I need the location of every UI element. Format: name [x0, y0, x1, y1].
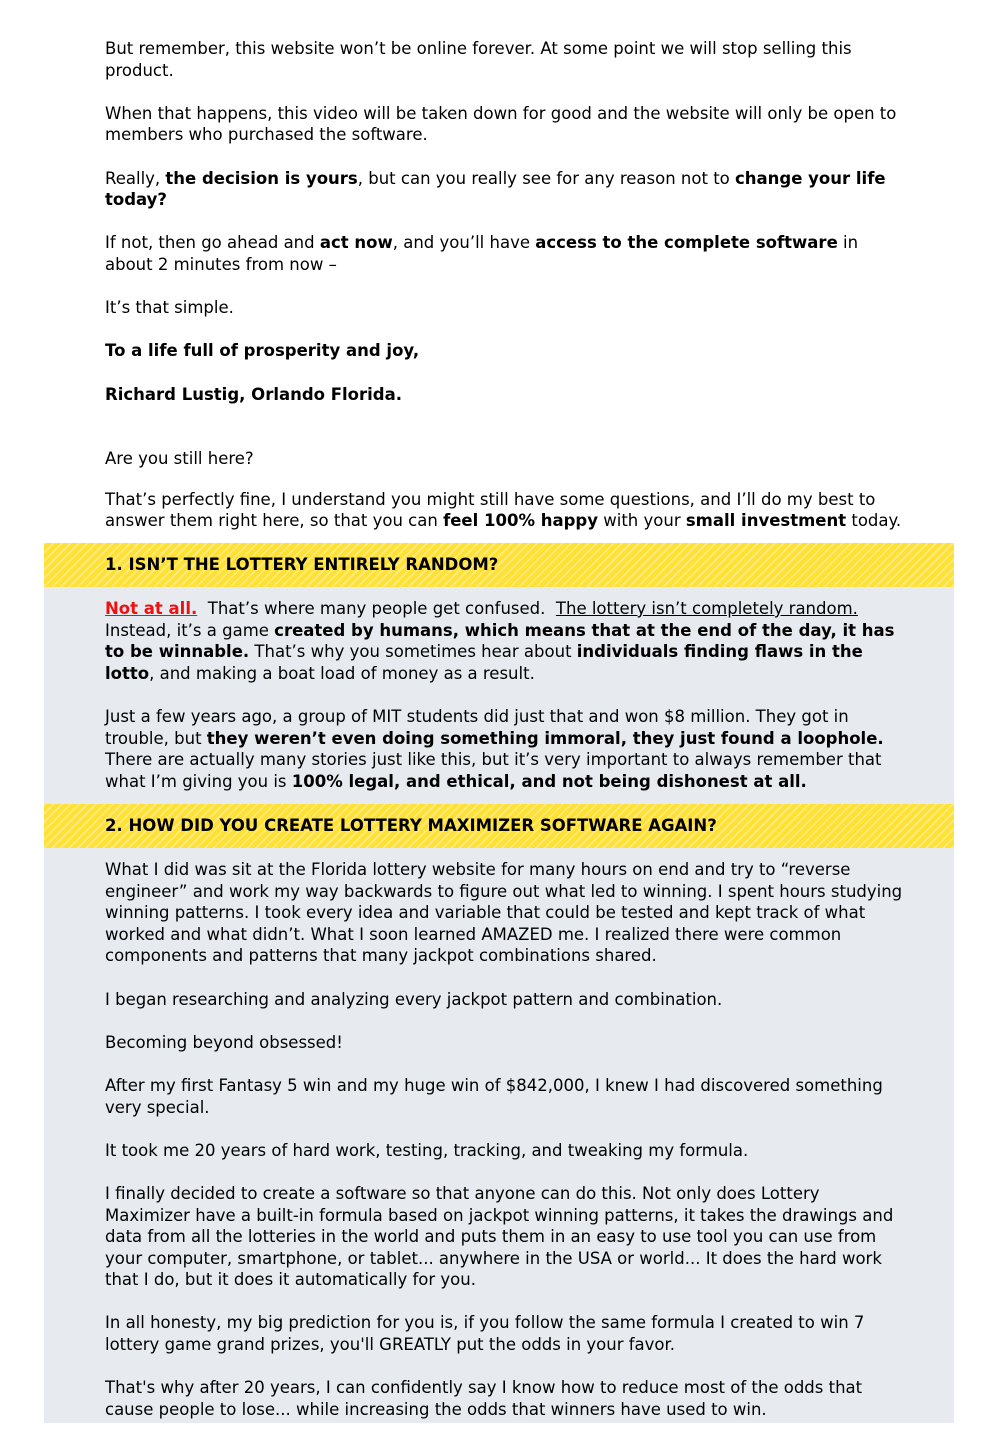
bold-text: 100% legal, and ethical, and not being dishonest at all. — [291, 771, 807, 791]
text-run: There are actually many stories just like this, but it’s very important to always remember that what I’m giving you is — [105, 750, 882, 791]
paragraph-video-taken-down: When that happens, this video will be taken down for good and the website will only be open to members who purchased the software. — [105, 103, 897, 145]
text-run: That’s perfectly fine, I understand you might still have some questions, and I’ll do my best to answer them right here, so that you can — [105, 489, 876, 531]
text-run: , but can you really see for any reason not to — [357, 168, 736, 188]
bold-text: created by humans, which means that at the end of the day, it has to be winnable. — [105, 620, 895, 662]
paragraph-decision — [105, 168, 905, 211]
text-run: today. — [846, 511, 902, 531]
faq-question-1: 1. ISN’T THE LOTTERY ENTIRELY RANDOM? — [105, 555, 499, 574]
bold-text: feel 100% happy — [443, 511, 598, 531]
faq-answer-2-paragraph: Becoming beyond obsessed! — [105, 1032, 343, 1052]
bold-text: access to the complete software — [535, 233, 838, 253]
paragraph-website-not-forever: But remember, this website won’t be online forever. At some point we will stop selling this product. — [105, 39, 852, 80]
faq-answer-1 — [44, 587, 954, 804]
faq-answer-2-paragraph: It took me 20 years of hard work, testing, tracking, and tweaking my formula. — [105, 1140, 749, 1160]
text-run: Really, — [105, 168, 166, 188]
faq-answer-1-paragraph-1 — [105, 598, 905, 684]
text-run: Just a few years ago, a group of MIT students did just that and won $8 million. They got in trouble, but — [105, 706, 849, 748]
spacer — [105, 427, 905, 449]
faq-answer-2-paragraph: I began researching and analyzing every jackpot pattern and combination. — [105, 989, 723, 1009]
bold-text: small investment — [685, 511, 847, 531]
answer-highlight: Not at all. — [105, 599, 198, 618]
text-run: Instead, it’s a game — [105, 620, 275, 640]
text-run: with your — [598, 511, 686, 531]
faq-answer-2-paragraph: In all honesty, my big prediction for you is, if you follow the same formula I created to win 7 lottery game grand prizes, you'll GREATLY put the odds in your favor. — [105, 1313, 865, 1355]
bold-text: Richard Lustig, Orlando Florida. — [105, 384, 403, 404]
bold-text: change your life today? — [105, 168, 886, 210]
faq-answer-2-paragraph: I finally decided to create a software so that anyone can do this. Not only does Lottery Maximizer have a built-in formula based on jackpot winning patterns, it takes the drawings and data from all the lotteries in the world and puts them in an easy to use tool you can use from your computer, smartphone, or tablet... anywhere in the USA or world... It does the hard work that I do, but it does it automatically for you. — [105, 1183, 894, 1290]
bold-text: To a life full of prosperity and joy, — [105, 341, 420, 361]
faq-answer-1-content — [105, 598, 905, 814]
faq-answer-2 — [44, 848, 954, 1423]
text-run: , and making a boat load of money as a result. — [149, 663, 535, 683]
faq-header-1 — [44, 543, 954, 587]
text-run: If not, then go ahead and — [105, 233, 320, 253]
paragraph-still-here: Are you still here? — [105, 449, 254, 469]
faq-answer-2-paragraph: That's why after 20 years, I can confidently say I know how to reduce most of the odds that cause people to lose... while increasing the odds that winners have used to win. — [105, 1378, 863, 1419]
intro-section — [105, 38, 905, 554]
bold-text: act now — [319, 233, 393, 253]
faq-answer-1-paragraph-2 — [105, 706, 905, 792]
bold-text: individuals finding flaws in the lotto — [105, 642, 863, 683]
paragraph-act-now — [105, 232, 905, 275]
paragraph-simple: It’s that simple. — [105, 298, 234, 318]
underlined-text: The lottery isn’t completely random. — [555, 599, 858, 618]
faq-header-2 — [44, 804, 954, 848]
text-run: in about 2 minutes from now – — [105, 233, 859, 274]
closing-line — [105, 340, 905, 362]
text-run: That’s why you sometimes hear about — [249, 642, 577, 662]
text-run: , and you’ll have — [392, 233, 536, 253]
signature-name — [105, 384, 905, 406]
faq-answer-2-paragraph: After my first Fantasy 5 win and my huge win of $842,000, I knew I had discovered something very special. — [105, 1075, 883, 1117]
bold-text: the decision is yours — [165, 168, 358, 188]
bold-text: they weren’t even doing something immoral, they just found a loophole. — [206, 728, 884, 748]
text-run: That’s where many people get confused. — [197, 599, 556, 618]
faq-answer-2-content — [105, 859, 905, 1442]
faq-answer-2-paragraph: What I did was sit at the Florida lottery website for many hours on end and try to “reverse engineer” and work my way backwards to figure out what led to winning. I spent hours studying winning patterns. I took every idea and variable that could be tested and kept track of what worked and what didn’t. What I soon learned AMAZED me. I realized there were common components and patterns that many jackpot combinations shared. — [105, 860, 903, 966]
faq-question-2: 2. HOW DID YOU CREATE LOTTERY MAXIMIZER SOFTWARE AGAIN? — [105, 816, 717, 835]
paragraph-questions — [105, 489, 905, 532]
